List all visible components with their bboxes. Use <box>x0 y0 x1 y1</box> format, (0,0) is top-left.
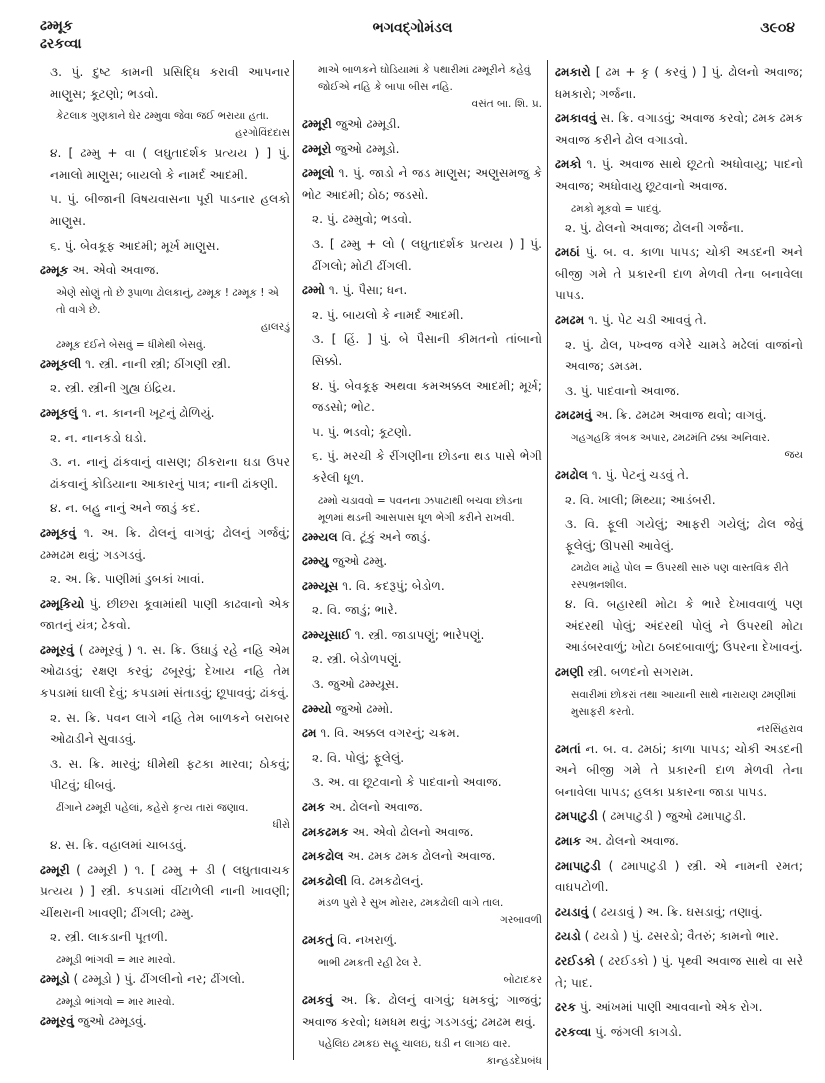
dictionary-entry <box>302 114 542 136</box>
definition: અ. એવો ઢોલનો અવાજ. <box>348 824 474 839</box>
headword: ઢમઠાં <box>555 245 580 260</box>
definition: ૨. પું. ઢમ્મુવો; ભડવો. <box>312 212 413 227</box>
quotation-source: બોટાદકર <box>503 974 542 986</box>
quotation: સવારીમાં છોકરાં તથા આયાની સાથે નારાયણ ઢમણીમાં મુસાફરી કરતો. <box>571 688 797 718</box>
dictionary-entry <box>302 990 542 1033</box>
headword: ઢમકઢમક <box>302 824 349 839</box>
headword: ઢરકવ્વા <box>555 1024 592 1039</box>
headword: ઢમ્મ્યૂસાઈ <box>302 627 351 642</box>
headword: ઢમ્મ્યુ <box>302 554 329 569</box>
dictionary-entry <box>40 260 290 282</box>
definition: ૪. પું. બેવકૂફ અથવા કમઅક્કલ આદમી; મૂર્ખ; જડસો; ભોટ. <box>312 378 542 415</box>
quotation: પહેલિઇ ઢમકઇ સહૂ ચાલઇ, ઘડી ન લાગઇ વાર. <box>318 1038 511 1051</box>
definition: સ્ત્રી. બળદનો સગરામ. <box>583 665 694 680</box>
headword: ઢમકવું <box>302 993 333 1007</box>
quotation: ઢીંગાને ઢમ્મૂરી પહેલાં, કહેરો કૃત્ય તારાં જણાવ. <box>56 802 249 815</box>
headword: ઢમઢોલ <box>555 467 588 482</box>
definition: ૪. [ ઢમ્મુ + વા ( લઘુતાદર્શક પ્રત્યય ) ] પું. નમાલો માણુસ; બાયલો કે નામર્દ આદમી. <box>50 146 290 182</box>
quotation-source: ગરબાવળી <box>500 914 542 927</box>
headword: ઢમકો <box>555 157 582 172</box>
headword: ઢમકઢોલી <box>302 873 348 888</box>
definition: ( ઢમ્મૂડો ) પું. ઢીંગલીનો નર; ઢીંગલો. <box>69 972 246 986</box>
dictionary-entry <box>555 594 803 659</box>
quotation-source: હરગોવિંદદાસ <box>235 127 290 140</box>
definition: ૪. ન. બહુ નાનું અને જાડું કદ. <box>50 501 201 516</box>
dictionary-entry <box>40 143 290 186</box>
definition: ૧. પું. જાડો ને જડ માણુસ; અણુસમજુ કે ભોટ આદમી; ઠોઠ; જડસો. <box>302 166 542 202</box>
dictionary-entry <box>555 831 803 853</box>
dictionary-entry <box>555 335 803 378</box>
definition: ૫. પું. બીજાની વિષયવાસના પૂરી પાડનાર હલકો માણુસ. <box>50 192 290 228</box>
headword: ઢમકારો <box>555 65 591 79</box>
definition: અ. ઢોલનો અવાજ. <box>325 800 423 815</box>
definition: ૧. ન. કાનની ખૂટનું ઢોળિયું. <box>77 405 215 420</box>
definition: પું. આંખમાં પાણી આવવાનો એક રોગ. <box>575 1000 763 1015</box>
quotation: ઢમ્મો ચડાવવો = પવનના ઝપાટાથી બચવા છોડના મૂળમાં થડની આસપાસ ધૂળ ભેગી કરીને રાખવી. <box>318 494 523 524</box>
definition: પું. બ. વ. કાળા પાપડ; ચોકી અડદની અને બીજી ગમે તે પ્રકારની દાળ મેળવી તેના બનાવેલા પાપડ. <box>555 245 803 303</box>
dictionary-entry <box>302 625 542 647</box>
quotation: ગહગહકિ ત્રંબક અપાર, ઢમઢમંતિ ઢક્કા અનિવાર. <box>571 431 771 444</box>
definition: ૨. સ્ત્રી. સ્ત્રીની ગુહ્ય ઇંદ્રિય. <box>50 381 176 396</box>
dictionary-entry <box>302 699 542 721</box>
definition: જુઓ ઢમ્મૂડી. <box>331 117 401 131</box>
quotation-source: વસંત બા. શિ. પ્ર. <box>471 98 542 110</box>
headword: ઢમાક <box>555 834 582 849</box>
definition: ૨. વિ. પોલું; ફૂલેલું. <box>312 750 405 765</box>
quotation: ઢમ્મૂક દઈને બેસવું = ધીમેથી બેસવું. <box>56 338 206 351</box>
definition: ૪. વિ. બહારથી મોટા કે ભારે દેખાવવાળું પણ અંદરથી પોલું; અંદરથી પોલું ને ઉપરથી મોટા આડંબરવાળું; ખોટા ઠબદબાવાળું; ઉપરના દેખાવનું. <box>565 597 803 655</box>
dictionary-entry <box>40 594 290 637</box>
definition: ૬. પું. બેવકૂફ આદમી; મૂર્ખ માણુસ. <box>50 238 220 253</box>
column-divider <box>547 60 548 1070</box>
dictionary-entry <box>40 569 290 591</box>
dictionary-entry <box>302 280 542 302</box>
quotation: ઢમઢોલ માંહે પોલ = ઉપરથી સારું પણ વાસ્તવિક રીતે રસ્પભ્રનશીલ. <box>571 562 789 592</box>
dictionary-entry <box>555 856 803 899</box>
column-3 <box>555 62 803 1046</box>
headword: ઢમ્મૂકલું <box>40 405 78 420</box>
headword: ઢમ્મ્યો <box>302 701 332 716</box>
definition: અ. ક્રિ. ઢોલનું વાગવું; ધમકવું; ગાજવું; અવાજ કરવો; ધમધમ થવું; ગડગડવું; ઢમઢમ થવું. <box>302 993 542 1029</box>
definition: ૧. સ્ત્રી. નાની સ્ત્રી; ઠીંગણી સ્ત્રી. <box>81 356 231 371</box>
definition: ૧. વિ. કદરૂપું; બેડોળ. <box>338 578 445 593</box>
headword: ઢમ્મો <box>302 283 325 298</box>
dictionary-entry <box>555 490 803 512</box>
definition: ( ઢમ્મૂરવું ) ૧. સ. ક્રિ. ઉઘાડું રહે નહિ એમ ઓઢાડવું; રક્ષણ કરવું; ઢબૂરવું; દેખાય નહિ તેમ કપડામાં ઘાલી દેવું; કપડામાં સંતાડવું; છૂપાવવું; ઢાંકવું. <box>40 642 290 701</box>
headword: ઢમ્મૂરવું <box>40 642 74 657</box>
quotation-source: હાલરડું <box>260 320 290 333</box>
dictionary-entry <box>302 527 542 549</box>
headword: ઢમાપાટુડી <box>555 858 601 873</box>
definition: અ. ઢોલનો અવાજ. <box>581 834 679 849</box>
dictionary-entry <box>555 926 803 948</box>
dictionary-entry <box>302 234 542 277</box>
definition: [ ઢમ + કૃ ( કરવું ) ] પું. ઢોલનો અવાજ; ધમકારો; ગર્જના. <box>555 65 803 101</box>
definition: ૧. પું. પેટ ચડી આવવું તે. <box>584 312 707 327</box>
definition: ૧. પું. પૈસા; ધન. <box>324 283 408 298</box>
definition: ૨. સ્ત્રી. લાકડાની પૂતળી. <box>50 930 168 945</box>
definition: ( ઢમ્મૂરી ) ૧. [ ઢમ્મુ + ડી ( લઘુતાવાચક પ્રત્યય ) ] સ્ત્રી. કપડામાં વીંટાળેલી નાની ખાવણી; ચીંથરાની ખાવણી; ઢીંગલી; ઢમ્મુ. <box>40 862 290 920</box>
headword: ઢમપાટુડી <box>555 809 598 824</box>
definition: ૨. પું. ઢોલનો અવાજ; ઢોલની ગર્જના. <box>565 220 744 235</box>
dictionary-entry <box>40 236 290 258</box>
headword: ઢમ્મૂરો <box>302 141 332 156</box>
headword: ઢમતાં <box>555 741 581 756</box>
dictionary-entry <box>555 242 803 307</box>
headword: ઢયડાવું <box>555 904 589 919</box>
dictionary-entry <box>302 723 542 745</box>
definition: ૨. સ્ત્રી. બેડોળપણું. <box>312 652 402 667</box>
dictionary-entry <box>555 310 803 332</box>
definition: પું. છીછરા કૂવામાંથી પાણી કાઢવાનો એક જાતનું યંત્ર; ઢેકવો. <box>40 596 290 633</box>
definition: ૨. વિ. જાડું; ભારે. <box>312 603 398 618</box>
definition: ( ઢયડો ) પું. ઢસરડો; વૈતરું; કામનો ભાર. <box>580 929 779 944</box>
definition: જુઓ ઢમ્મુ. <box>328 554 388 569</box>
headword: ઢયડો <box>555 929 581 944</box>
column-1 <box>40 62 290 1035</box>
definition: વિ. નખરાળું. <box>333 933 398 948</box>
definition: ૫. પું. ભડવો; કૂટણો. <box>312 424 412 439</box>
definition: ૧. વિ. અક્કલ વગરનું; ચક્રમ. <box>316 726 460 741</box>
definition: જુઓ ઢમ્મૂડવું. <box>73 1013 147 1028</box>
dictionary-entry <box>302 329 542 372</box>
definition: ૩. અ. વા છૂટવાનો કે પાદવાનો અવાજ. <box>312 775 502 790</box>
definition: ૨. અ. ક્રિ. પાણીમાં ડુબકાં ખાવાં. <box>50 572 205 587</box>
dictionary-entry <box>302 930 542 952</box>
definition: ૨. વિ. ખાલી; મિથ્યા; આડંબરી. <box>565 492 716 507</box>
dictionary-entry <box>555 997 803 1019</box>
definition: વિ. ટૂંકું અને જાડું. <box>337 529 431 544</box>
definition: ન. બ. વ. ઢમઠાં; કાળા પાપડ; ચોકી અડદની અને બીજી ગમે તે પ્રકારની દાળ મેળવી તેના બનાવેલા પાપડ; હલકા પ્રકારના જાડા પાપડ. <box>555 741 803 799</box>
headword: ઢમકઢોલ <box>302 849 344 864</box>
dictionary-entry <box>40 835 290 857</box>
headword: ઢમઢમ <box>555 312 585 327</box>
headword: ઢમ્મૂકલી <box>40 356 82 371</box>
dictionary-entry <box>555 806 803 828</box>
definition: ૩. [ ઢમ્મુ + લો ( લઘુતાદર્શક પ્રત્યય ) ] પું. ઢીંગલો; મોટી ઢીંગલી. <box>312 236 542 273</box>
quotation: એણે સોણું તો છે રૂપાળા ઢોલકાનું, ઢમ્મૂક ! ઢમ્મૂક ! એ તો વાગે છે. <box>56 286 279 316</box>
definition: ૨. ન. નાનકડો ઘડો. <box>50 430 147 445</box>
dictionary-entry <box>40 523 290 566</box>
dictionary-entry <box>302 446 542 489</box>
dictionary-entry <box>302 674 542 696</box>
dictionary-entry <box>40 708 290 751</box>
definition: જુઓ ઢમ્મો. <box>331 701 394 716</box>
dictionary-entry <box>555 108 803 151</box>
quotation: ભાભી ઢમકતી રહી ઢેલ રે. <box>318 957 422 969</box>
definition: અ. ક્રિ. ઢમઢમ અવાજ થવો; વાગવું. <box>591 408 767 423</box>
dictionary-entry <box>302 748 542 770</box>
quotation-source: ધીરો <box>272 819 290 832</box>
dictionary-entry <box>302 139 542 161</box>
dictionary-entry <box>302 649 542 671</box>
dictionary-entry <box>302 871 542 893</box>
definition: ૩. સ. ક્રિ. મારવું; ધીમેથી ફટકા મારવા; ઠોકવું; પીટવું; ધીબવું. <box>50 756 290 793</box>
dictionary-entry <box>302 772 542 794</box>
dictionary-entry <box>302 797 542 819</box>
dictionary-entry <box>40 754 290 797</box>
headword: ઢમ્મ્યૂસ <box>302 578 339 593</box>
dictionary-entry <box>40 640 290 705</box>
quotation: ઢમકો મૂકવો = પાદવું. <box>571 202 662 215</box>
definition: ૩. ન. નાનું ઢાંકવાનું વાસણ; ઠીકરાના ઘડા ઉપર ઢાંકવાનું કોડિયાના આકારનું પાત્ર; નાની ઢાંકણી. <box>50 455 290 491</box>
headword: ઢમક <box>302 800 326 815</box>
dictionary-entry <box>302 846 542 868</box>
dictionary-entry <box>302 551 542 573</box>
quotation: માએ બાળકને ઘોડિયામાં કે પથારીમાં ઢમ્મૂરીને કહેવું જોઈએ નહિ કે બાપા બીસ નહિ. <box>318 64 531 93</box>
headword: ઢમકાવવું <box>555 111 597 126</box>
guide-word-first: ઢમ્મૂક <box>40 18 73 34</box>
definition: ૧. સ્ત્રી. જાડાપણું; ભારેપણું. <box>350 627 485 642</box>
headword: ઢમકતું <box>302 933 334 948</box>
dictionary-entry <box>40 403 290 425</box>
guide-word-last: ઢરકવ્વા <box>40 36 82 52</box>
dictionary-entry <box>555 514 803 557</box>
dictionary-entry <box>302 422 542 444</box>
definition: ( ઢમપાટુડી ) જુઓ ઢમાપાટુડી. <box>597 809 747 824</box>
dictionary-entry <box>302 576 542 598</box>
dictionary-entry <box>555 154 803 197</box>
dictionary-entry <box>302 822 542 844</box>
definition: ( ઢયડાવું ) અ. ક્રિ. ઘસડાવું; તણાવું. <box>588 904 763 919</box>
definition: ( ઢરઈડકો ) પું. પૃથ્વી અવાજ સાથે વા સરે તે; પાદ. <box>555 954 803 990</box>
dictionary-entry <box>555 902 803 924</box>
dictionary-entry <box>40 969 290 991</box>
definition: અ. ઢમક ઢમક ઢોલનો અવાજ. <box>343 849 496 864</box>
dictionary-entry <box>40 860 290 925</box>
definition: ૪. સ. ક્રિ. વહાલમાં ચાબડવું. <box>50 838 187 853</box>
quotation-source: જય <box>784 448 803 461</box>
headword: ઢમ્મૂડો <box>40 972 70 986</box>
dictionary-entry <box>302 600 542 622</box>
definition: ૩. [ હિં. ] પું. બે પૈસાની કીમતનો તાંબાનો સિક્કો. <box>312 332 542 368</box>
definition: જુઓ ઢમ્મૂડો. <box>331 141 400 156</box>
dictionary-entry <box>302 305 542 327</box>
page-title: ભગવદ્ગોમંડલ <box>372 20 453 36</box>
dictionary-entry <box>40 354 290 376</box>
headword: ઢમ્મૂલો <box>302 166 335 181</box>
definition: ૩. વિ. ફૂલી ગયેલું; આફરી ગયેલું; ઢોલ જેવું ફૂલેલું; ઊપસી આવેલું. <box>565 517 803 553</box>
definition: ૩. પું. દુષ્ટ કામની પ્રસિદ્ધિ કરાવી આપનાર માણુસ; કૂટણો; ભડવો. <box>50 65 290 101</box>
dictionary-entry <box>40 378 290 400</box>
headword: ઢમણી <box>555 665 584 680</box>
dictionary-entry <box>555 62 803 105</box>
dictionary-entry <box>40 189 290 232</box>
headword: ઢમ્મૂરી <box>40 862 70 877</box>
headword: ઢરઈડકો <box>555 954 596 968</box>
dictionary-entry <box>555 1022 803 1044</box>
quotation: ઢમ્મૂડો ભાંગવો = માર મારવો. <box>56 995 175 1008</box>
definition: ૨. સ. ક્રિ. પવન લાગે નહિ તેમ બાળકને બરાબર ઓઢાડીને સુવાડવું. <box>50 710 290 747</box>
headword: ઢમ્મ્યલ <box>302 529 338 544</box>
headword: ઢમ્મૂકવું <box>40 525 77 540</box>
definition: ૩. પું. પાદવાનો અવાજ. <box>565 383 680 398</box>
dictionary-entry <box>555 218 803 240</box>
quotation: કેટલાક ગુણકાને ઘેર ઢમ્મુવા જેવા જઈ ભરાયા હતા. <box>56 110 269 123</box>
page-number: ૩૯૦૪ <box>760 20 795 36</box>
headword: ઢમ્મૂરી <box>302 117 332 131</box>
quotation-source: કાન્હડદેપ્રબંધ <box>486 1055 542 1068</box>
definition: વિ. ઢમકઢોલનું. <box>347 873 424 888</box>
dictionary-entry <box>40 498 290 520</box>
column-divider <box>293 60 294 1060</box>
dictionary-entry <box>40 452 290 495</box>
dictionary-entry <box>40 1011 290 1033</box>
headword: ઢમ <box>302 726 317 741</box>
headword: ઢમ્મૂરવું <box>40 1013 74 1028</box>
definition: ૬. પું. મરચી કે રીંગણીના છોડના થડ પાસે ભેગી કરેલી ધૂળ. <box>312 449 542 485</box>
definition: ૩. જુઓ ઢમ્મ્યૂસ. <box>312 677 400 692</box>
definition: ૨. પું. ઢોલ, પખ્વજ વગેરે ચામડે મઢેલાં વાજાંનો અવાજ; ડમડમ. <box>565 337 803 374</box>
quotation-source: નરસિંહરાવ <box>756 722 803 735</box>
headword: ઢમ્મૂકિયો <box>40 596 85 611</box>
definition: સ. ક્રિ. વગાડવું; અવાજ કરવો; ઢમક ઢમક અવાજ કરીને ઢોલ વગાડવો. <box>555 111 803 147</box>
definition: ૧. અ. ક્રિ. ઢોલનું વાગવું; ઢોલનું ગર્જવું; ઢમ્મઢમ થવું; ગડગડવું. <box>40 525 290 562</box>
headword: ઢમઢમવું <box>555 408 592 423</box>
dictionary-entry <box>302 163 542 206</box>
dictionary-entry <box>302 376 542 419</box>
quotation: ઢમ્મૂડી ભાંગવી = માર મારવો. <box>56 954 176 966</box>
dictionary-entry <box>555 381 803 403</box>
definition: ૧. પું. પેટનું ચડવું તે. <box>587 467 690 482</box>
column-2 <box>302 62 542 1071</box>
headword: ઢમ્મૂક <box>40 263 69 278</box>
dictionary-entry <box>40 428 290 450</box>
dictionary-entry <box>555 662 803 684</box>
dictionary-entry <box>555 739 803 804</box>
quotation: મંડળ પુરો રે સુખ મોરાર, ઢમકઢોલી વાગે તાલ. <box>318 897 504 910</box>
definition: ( ઢમાપાટુડી ) સ્ત્રી. એ નામની રમત; વાઘપટોળી. <box>555 858 803 895</box>
definition: અ. એવો અવાજ. <box>68 263 160 278</box>
dictionary-entry <box>555 405 803 427</box>
definition: ૧. પું. અવાજ સાથે છૂટતો અધોવાયુ; પાદનો અવાજ; અધોવાયુ છૂટવાનો અવાજ. <box>555 157 803 193</box>
definition: ૨. પું. બાયલો કે નામર્દ આદમી. <box>312 307 464 322</box>
headword: ઢરક <box>555 1000 576 1015</box>
dictionary-entry <box>555 951 803 994</box>
dictionary-entry <box>555 465 803 487</box>
dictionary-entry <box>40 927 290 949</box>
dictionary-entry <box>40 62 290 105</box>
definition: પું. જંગલી કાગડો. <box>591 1024 682 1039</box>
dictionary-entry <box>302 209 542 231</box>
